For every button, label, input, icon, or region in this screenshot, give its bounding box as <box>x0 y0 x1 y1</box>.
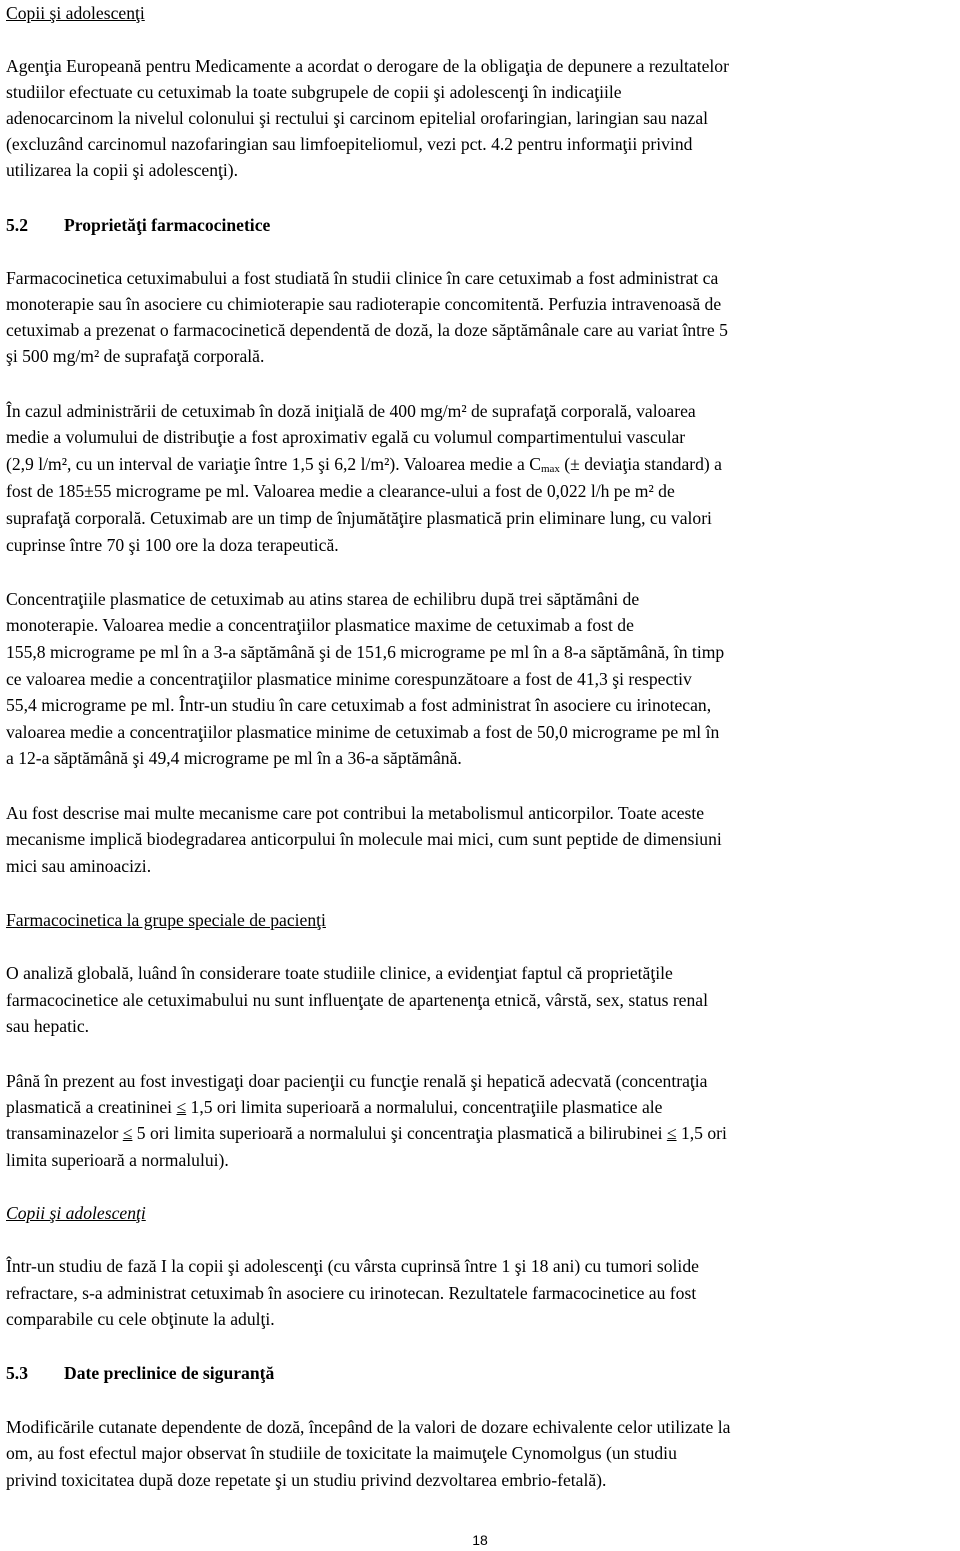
paragraph-line: mecanisme implică biodegradarea anticorpului în molecule mai mici, cum sunt peptide de dimensiuni <box>6 829 722 849</box>
less-equal-symbol: ≤ <box>666 1123 677 1143</box>
paragraph-line: Modificările cutanate dependente de doză, începând de la valori de dozare echivalente celor utilizate la <box>6 1417 731 1437</box>
paragraph-line: Farmacocinetica cetuximabului a fost studiată în studii clinice în care cetuximab a fost administrat ca <box>6 268 719 288</box>
paragraph-line: Până în prezent au fost investigaţi doar pacienţii cu funcţie renală şi hepatică adecvată (concentraţia <box>6 1071 708 1091</box>
children-pk-heading: Copii şi adolescenţi <box>6 1203 146 1223</box>
paragraph-line: În cazul administrării de cetuximab în doză iniţială de 400 mg/m² de suprafaţă corporală, valoarea <box>6 401 696 421</box>
text-run: 5 ori limita superioară a normalului şi concentraţia plasmatică a bilirubinei <box>132 1123 667 1143</box>
paragraph-line <box>6 1122 727 1144</box>
paragraph-line: suprafaţă corporală. Cetuximab are un timp de înjumătăţire plasmatică prin eliminare lung, cu valori <box>6 508 712 528</box>
paragraph-line: medie a volumului de distribuţie a fost aproximativ egală cu volumul compartimentului vascular <box>6 427 686 447</box>
section-title: Date preclinice de siguranţă <box>64 1363 275 1383</box>
paragraph-line: Agenţia Europeană pentru Medicamente a acordat o derogare de la obligaţia de depunere a rezultatelor <box>6 56 729 76</box>
paragraph-line: ce valoarea medie a concentraţiilor plasmatice minime corespunzătoare a fost de 41,3 şi respectiv <box>6 669 692 689</box>
paragraph-line: refractare, s-a administrat cetuximab în asociere cu irinotecan. Rezultatele farmacocinetice au fost <box>6 1283 697 1303</box>
paragraph-line: adenocarcinom la nivelul colonului şi rectului şi carcinom epitelial orofaringian, laringian sau nazal <box>6 108 709 128</box>
paragraph-line: O analiză globală, luând în considerare toate studiile clinice, a evidenţiat faptul că proprietăţile <box>6 963 673 983</box>
section-5-3-heading <box>6 1362 274 1384</box>
paragraph-line: (excluzând carcinomul nazofaringian sau limfoepiteliomul, vezi pct. 4.2 pentru informaţii privind <box>6 134 693 154</box>
section-number: 5.3 <box>6 1363 28 1383</box>
paragraph-line: şi 500 mg/m² de suprafaţă corporală. <box>6 346 265 366</box>
paragraph-line: 55,4 micrograme pe ml. Într-un studiu în care cetuximab a fost administrat în asociere cu irinotecan, <box>6 695 712 715</box>
section-title: Proprietăţi farmacocinetice <box>64 215 271 235</box>
paragraph-line: sau hepatic. <box>6 1016 90 1036</box>
paragraph-line: Într-un studiu de fază I la copii şi adolescenţi (cu vârsta cuprinsă între 1 şi 18 ani) cu tumori solide <box>6 1256 699 1276</box>
paragraph-line: mici sau aminoacizi. <box>6 856 152 876</box>
paragraph-line: 155,8 micrograme pe ml în a 3-a săptămână şi de 151,6 micrograme pe ml în a 8-a săptămână, în timp <box>6 642 725 662</box>
text-run: (± deviaţia standard) a <box>559 454 722 474</box>
text-run: transaminazelor <box>6 1123 123 1143</box>
paragraph-line: fost de 185±55 micrograme pe ml. Valoarea medie a clearance-ului a fost de 0,022 l/h pe m² de <box>6 481 675 501</box>
children-section-heading: Copii şi adolescenţi <box>6 3 145 23</box>
paragraph-line <box>6 1096 662 1118</box>
paragraph-line: Concentraţiile plasmatice de cetuximab au atins starea de echilibru după trei săptămâni de <box>6 589 640 609</box>
section-number: 5.2 <box>6 215 28 235</box>
paragraph-line: Au fost descrise mai multe mecanisme care pot contribui la metabolismul anticorpilor. Toate aceste <box>6 803 705 823</box>
paragraph-line: studiilor efectuate cu cetuximab la toate subgrupele de copii şi adolescenţi în indicaţiile <box>6 82 622 102</box>
paragraph-line: limita superioară a normalului). <box>6 1150 229 1170</box>
paragraph-line: monoterapie sau în asociere cu chimioterapie sau radioterapie concomitentă. Perfuzia intravenoasă de <box>6 294 722 314</box>
paragraph-line: comparabile cu cele obţinute la adulţi. <box>6 1309 275 1329</box>
cmax-subscript: max <box>540 463 560 475</box>
paragraph-line: om, au fost efectul major observat în studiile de toxicitate la maimuţele Cynomolgus (un studiu <box>6 1443 677 1463</box>
paragraph-line: monoterapie. Valoarea medie a concentraţiilor plasmatice maxime de cetuximab a fost de <box>6 615 634 635</box>
less-equal-symbol: ≤ <box>122 1123 133 1143</box>
text-run: (2,9 l/m², cu un interval de variaţie între 1,5 şi 6,2 l/m²). Valoarea medie a C <box>6 454 541 474</box>
special-groups-heading: Farmacocinetica la grupe speciale de pacienţi <box>6 910 326 930</box>
text-run: 1,5 ori limita superioară a normalului, concentraţiile plasmatice ale <box>186 1097 663 1117</box>
paragraph-line: valoarea medie a concentraţiilor plasmatice minime de cetuximab a fost de 50,0 micrograme pe ml în <box>6 722 720 742</box>
text-run: 1,5 ori <box>676 1123 727 1143</box>
section-5-2-heading <box>6 214 270 236</box>
paragraph-line: cetuximab a prezenat o farmacocinetică dependentă de doză, la doze săptămânale care au variat între 5 <box>6 320 728 340</box>
paragraph-line: utilizarea la copii şi adolescenţi). <box>6 160 239 180</box>
paragraph-line <box>6 453 722 480</box>
paragraph-line: farmacocinetice ale cetuximabului nu sunt influenţate de apartenenţa etnică, vârstă, sex, status renal <box>6 990 708 1010</box>
paragraph-line: a 12-a săptămână şi 49,4 micrograme pe ml în a 36-a săptămână. <box>6 748 462 768</box>
less-equal-symbol: ≤ <box>176 1097 187 1117</box>
paragraph-line: privind toxicitatea după doze repetate şi un studiu privind dezvoltarea embrio-fetală). <box>6 1470 607 1490</box>
paragraph-line: cuprinse între 70 şi 100 ore la doza terapeutică. <box>6 535 339 555</box>
page-number: 18 <box>472 1532 488 1548</box>
text-run: plasmatică a creatininei <box>6 1097 177 1117</box>
